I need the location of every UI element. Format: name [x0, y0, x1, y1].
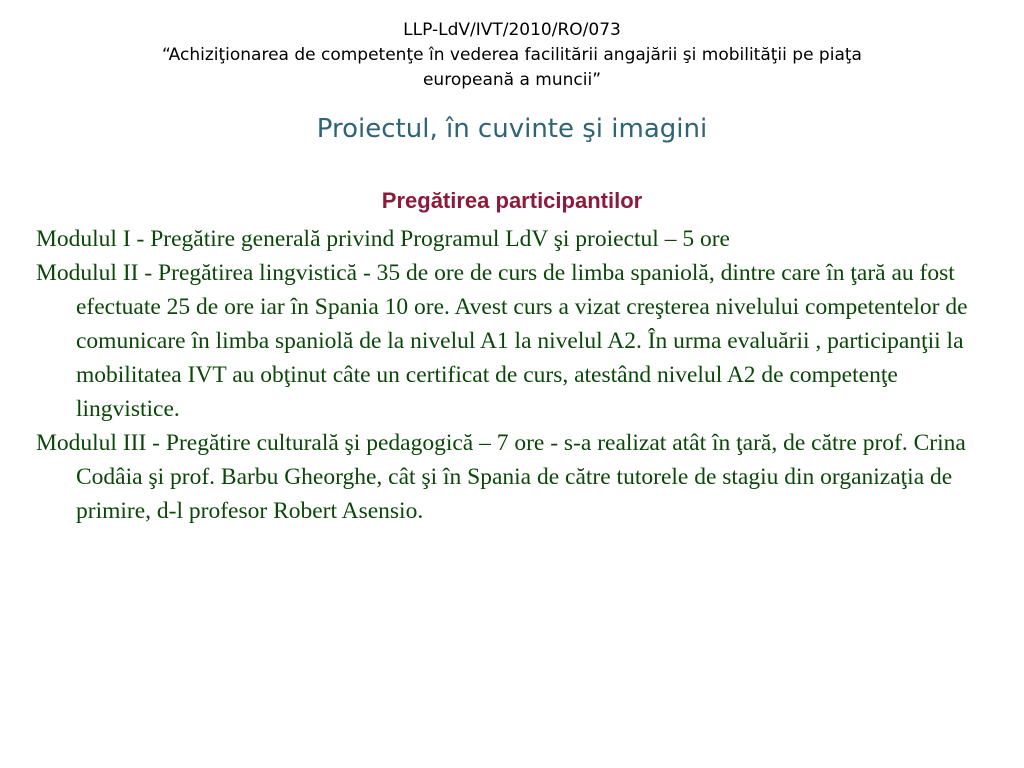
project-title-line-1: “Achiziţionarea de competenţe în vederea facilitării angajării şi mobilităţii pe piaţa	[162, 45, 862, 65]
project-code: LLP-LdV/IVT/2010/RO/073	[403, 20, 621, 40]
module-list	[36, 222, 1004, 528]
section-title: Pregătirea participantilor	[381, 188, 643, 213]
project-title-line-2: europeană a muncii”	[422, 70, 602, 90]
module-item-3: Modulul III - Pregătire culturală şi pedagogică – 7 ore - s-a realizat atât în ţară, de către prof. Crina Codâia şi prof. Barbu Gheorghe, cât şi în Spania de către tutorele de stagiu din organizaţia de primire, d-l profesor Robert Asensio.	[36, 430, 966, 524]
slide-subtitle: Proiectul, în cuvinte şi imagini	[316, 114, 708, 144]
slide-header	[30, 18, 994, 93]
module-item-2: Modulul II - Pregătirea lingvistică - 35 de ore de curs de limba spaniolă, dintre care în ţară au fost efectuate 25 de ore iar în Spania 10 ore. Avest curs a vizat creşterea nivelului competentelor de comunicare în limba spaniolă de la nivelul A1 la nivelul A2. În urma evaluării , participanţii la mobilitatea IVT au obţinut câte un certificat de curs, atestând nivelul A2 de competenţe lingvistice.	[36, 260, 968, 422]
module-item-1: Modulul I - Pregătire generală privind Programul LdV şi proiectul – 5 ore	[36, 226, 730, 252]
